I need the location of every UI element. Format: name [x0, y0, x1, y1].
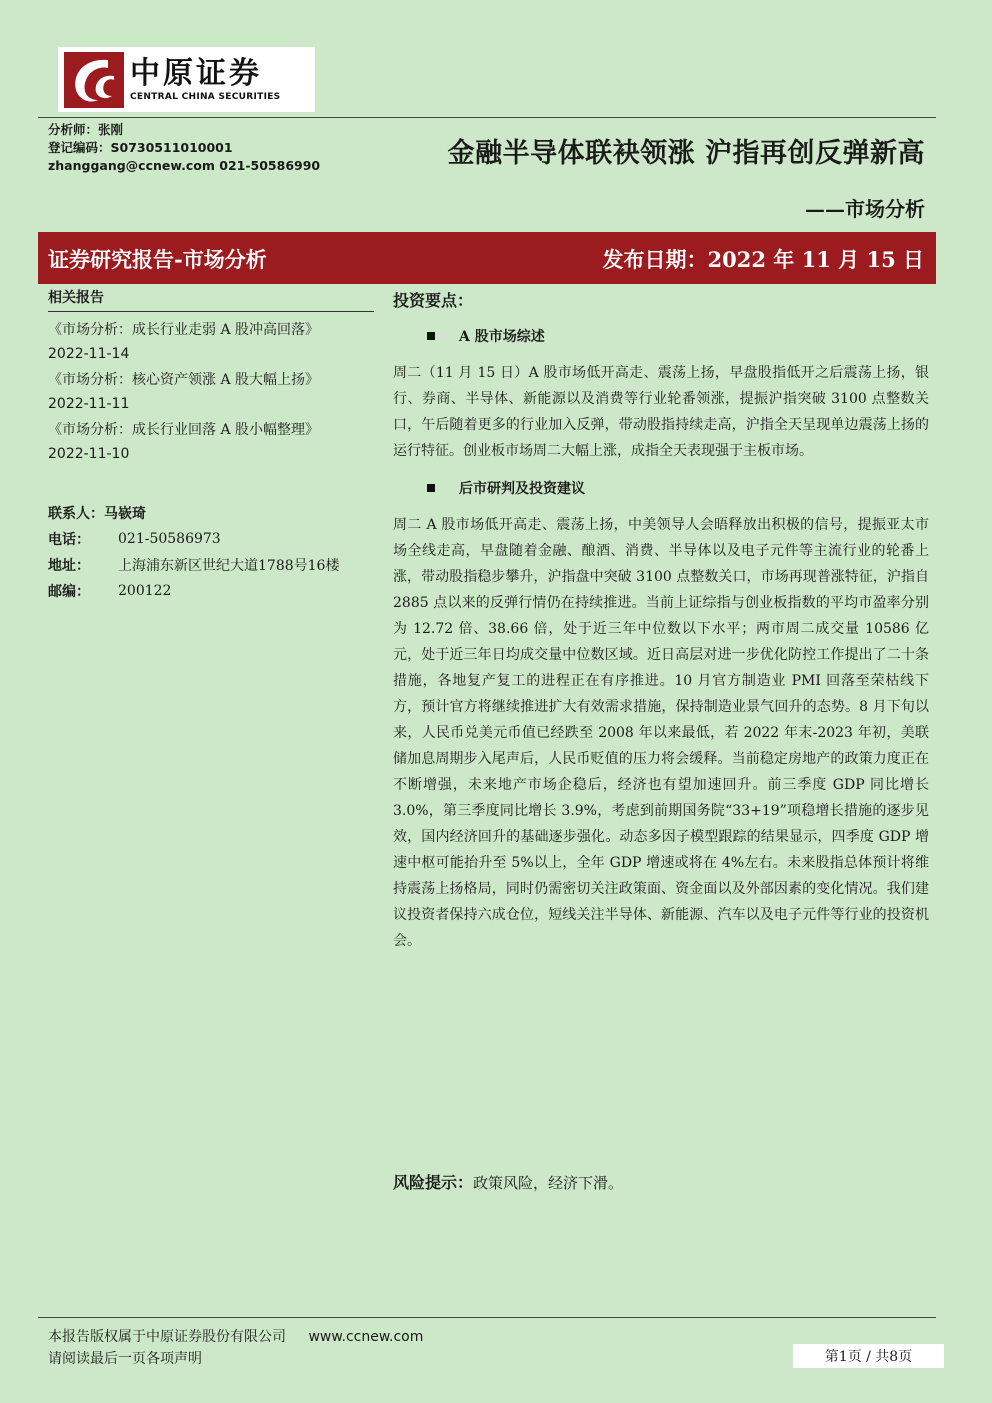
- risk-text: 政策风险，经济下滑。: [473, 1174, 624, 1192]
- section-outlook-heading: [427, 478, 929, 498]
- related-report-title[interactable]: 《市场分析：成长行业走弱 A 股冲高回落》: [48, 322, 320, 338]
- logo-mark-icon: [62, 50, 126, 110]
- analyst-contact: zhanggang@ccnew.com 021-50586990: [48, 158, 321, 173]
- risk-warning: [393, 1170, 623, 1193]
- outlook-paragraph: 周二 A 股市场低开高走、震荡上扬，中美领导人会晤释放出积极的信号，提振亚太市场全线走高，早盘随着金融、酿酒、消费、半导体以及电子元件等主流行业的轮番上涨，带动股指稳步攀升，沪指盘中突破 3100 点整数关口，市场再现普涨特征，沪指自 2885 点以来的反弹行情仍在持续推进。当前上证综指与创业板指数的平均市盈率分别为 12.72 倍、38.66 倍，处于近三年中位数以下水平；两市周二成交量 10586 亿元，处于近三年日均成交量中位数区域。近日高层对进一步优化防控工作提出了二十条措施，各地复产复工的进程正在有序推进。10 月官方制造业 PMI 回落至荣枯线下方，预计官方将继续推进扩大有效需求措施，保持制造业景气回升的态势。8 月下旬以来，人民币兑美元币值已经跌至 2008 年以来最低，若 2022 年末-2023 年初，美联储加息周期步入尾声后，人民币贬值的压力将会缓释。当前稳定房地产的政策力度正在不断增强，未来地产市场企稳后，经济也有望加速回升。前三季度 GDP 同比增长 3.0%，第三季度同比增长 3.9%，考虑到前期国务院“33+19”项稳增长措施的逐步见效，国内经济回升的基础逐步强化。动态多因子模型跟踪的结果显示，四季度 GDP 增速中枢可能抬升至 5%以上，全年 GDP 增速或将在 4%左右。未来股指总体预计将维持震荡上扬格局，同时仍需密切关注政策面、资金面以及外部因素的变化情况。我们建议投资者保持六成仓位，短线关注半导体、新能源、汽车以及电子元件等行业的投资机会。: [393, 517, 929, 949]
- footer-website-link[interactable]: www.ccnew.com: [308, 1329, 424, 1345]
- analyst-name: 分析师：张刚: [48, 122, 124, 137]
- contact-info: [48, 500, 339, 604]
- contact-address: 上海浦东新区世纪大道1788号16楼: [118, 558, 340, 574]
- related-reports-heading: 相关报告: [48, 288, 374, 312]
- contact-address-label: 地址：: [48, 558, 90, 574]
- risk-label: 风险提示：: [393, 1173, 474, 1192]
- contact-person-label: 联系人：: [48, 506, 104, 522]
- footer-divider: [38, 1317, 936, 1318]
- market-review-paragraph: 周二（11 月 15 日）A 股市场低开高走、震荡上扬，早盘股指低开之后震荡上扬，银行、券商、半导体、新能源以及消费等行业轮番领涨，提振沪指突破 3100 点整数关口，午后随着更多的行业加入反弹，带动股指持续走高，沪指全天呈现单边震荡上扬的运行特征。创业板市场周二大幅上涨，成指全天表现强于主板市场。: [393, 365, 929, 459]
- analyst-registration: 登记编码：S0730511010001: [48, 140, 233, 155]
- company-logo: [58, 47, 315, 112]
- logo-wordmark: [130, 57, 280, 103]
- related-report-title[interactable]: 《市场分析：核心资产领涨 A 股大幅上扬》: [48, 372, 320, 388]
- related-reports: [48, 288, 378, 462]
- square-bullet-icon: [427, 332, 435, 340]
- report-subtitle: ——市场分析: [805, 197, 925, 221]
- contact-zip-row: [48, 578, 339, 604]
- logo-chinese-name: 中原证券: [130, 55, 262, 91]
- highlights-heading: 投资要点：: [393, 291, 474, 310]
- contact-person-row: [48, 500, 339, 526]
- contact-phone: 021-50586973: [118, 531, 221, 547]
- report-title: 金融半导体联袂领涨 沪指再创反弹新高: [447, 138, 925, 169]
- contact-zip-label: 邮编：: [48, 584, 90, 600]
- square-bullet-icon: [427, 484, 435, 492]
- contact-address-row: [48, 552, 339, 578]
- footer-copyright: 本报告版权属于中原证券股份有限公司: [48, 1329, 286, 1345]
- analyst-info: [48, 121, 320, 175]
- page-number: 第1页 / 共8页: [793, 1344, 944, 1368]
- related-report-date: 2022-11-14: [48, 346, 130, 362]
- section-title: A 股市场综述: [459, 329, 545, 345]
- footer-line: [48, 1326, 441, 1346]
- report-category: 证券研究报告-市场分析: [48, 247, 267, 272]
- investment-highlights: [393, 288, 929, 954]
- contact-zip: 200122: [118, 583, 172, 599]
- footer-disclaimer: 请阅读最后一页各项声明: [48, 1351, 202, 1367]
- contact-phone-row: [48, 526, 339, 552]
- related-report-title[interactable]: 《市场分析：成长行业回落 A 股小幅整理》: [48, 422, 320, 438]
- section-title: 后市研判及投资建议: [459, 481, 585, 497]
- header-divider: [38, 117, 936, 118]
- related-report-date: 2022-11-10: [48, 446, 130, 462]
- contact-phone-label: 电话：: [48, 532, 90, 548]
- logo-english-name: CENTRAL CHINA SECURITIES: [130, 91, 281, 102]
- related-report-date: 2022-11-11: [48, 396, 130, 412]
- report-banner: [38, 232, 936, 284]
- contact-person: 马嵚琦: [104, 506, 146, 522]
- section-market-review-heading: [427, 326, 929, 346]
- publish-date: 发布日期：2022 年 11 月 15 日: [602, 247, 924, 272]
